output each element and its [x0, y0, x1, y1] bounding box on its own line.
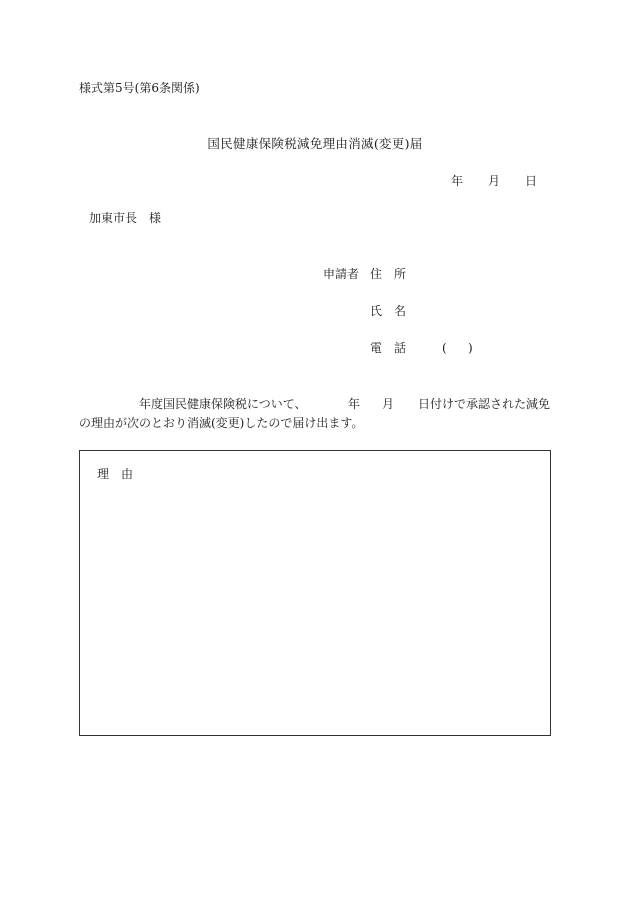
body-fiscal-year-text: 年度国民健康保険税について、 — [139, 397, 307, 411]
phone-paren-close: ) — [468, 341, 473, 355]
date-year-label: 年 — [451, 174, 464, 188]
reason-box — [79, 450, 551, 736]
body-second-line: の理由が次のとおり消滅(変更)したので届け出ます。 — [79, 416, 364, 430]
body-month-label: 月 — [382, 397, 395, 411]
address-label: 住 所 — [370, 267, 407, 281]
reason-label: 理 由 — [97, 467, 134, 481]
name-label: 氏 名 — [370, 304, 407, 318]
body-year-label: 年 — [348, 397, 361, 411]
form-title: 国民健康保険税減免理由消滅(変更)届 — [207, 136, 423, 151]
date-month-label: 月 — [488, 174, 501, 188]
addressee: 加東市長 様 — [89, 211, 162, 225]
body-approval-text: 日付けで承認された減免 — [418, 397, 551, 411]
date-day-label: 日 — [525, 174, 538, 188]
phone-paren-open: ( — [442, 341, 447, 355]
applicant-label: 申請者 — [323, 267, 360, 281]
phone-label: 電 話 — [370, 341, 407, 355]
form-number: 様式第5号(第6条関係) — [79, 81, 200, 95]
